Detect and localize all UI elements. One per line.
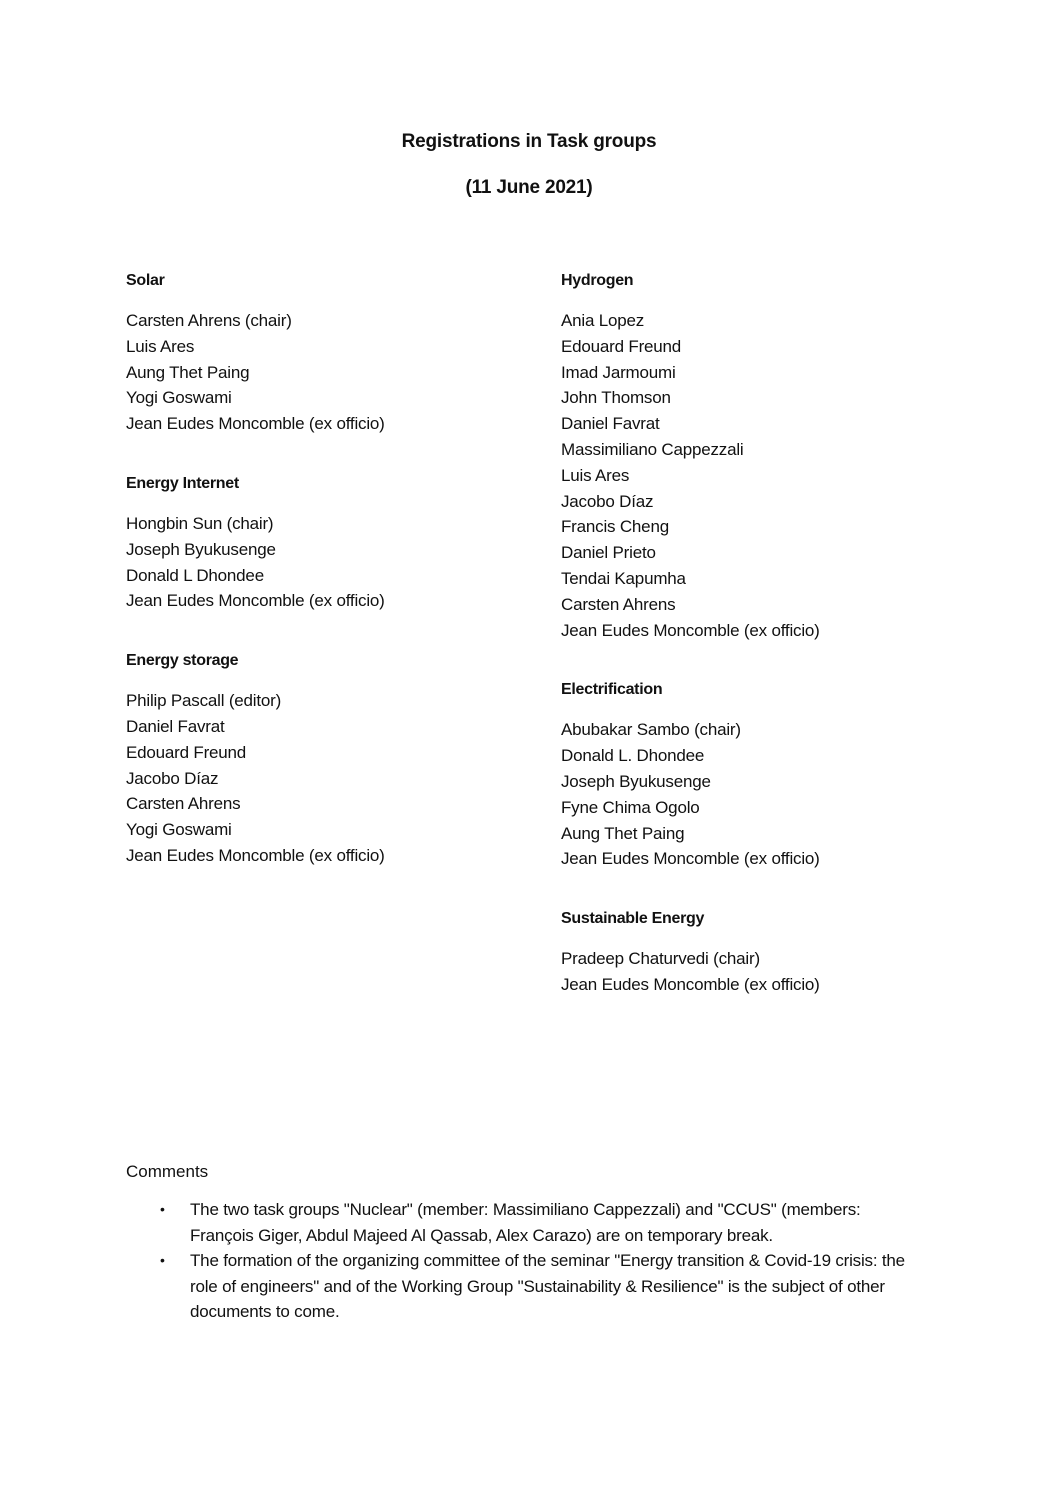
member-list <box>561 308 981 643</box>
comment-item <box>160 1248 926 1325</box>
member-name: Joseph Byukusenge <box>126 539 276 559</box>
member-name: Jean Eudes Moncomble (ex officio) <box>126 591 385 611</box>
member-list <box>126 308 546 437</box>
member-name: Imad Jarmoumi <box>561 362 676 382</box>
comment-text: The formation of the organizing committee of the seminar "Energy transition & Covid-19 crisis: the role of engineers" and of the Working Group "Sustainability & Resilience" is the subject of other documents to come. <box>190 1251 905 1321</box>
member-name: Aung Thet Paing <box>126 362 250 382</box>
member-list <box>561 946 981 998</box>
task-group <box>126 268 546 437</box>
member-name: Joseph Byukusenge <box>561 771 711 791</box>
member-name: Pradeep Chaturvedi (chair) <box>561 949 760 969</box>
member-name: Francis Cheng <box>561 517 669 537</box>
task-group-title: Hydrogen <box>561 272 634 289</box>
member-name: Tendai Kapumha <box>561 568 686 588</box>
member-name: Luis Ares <box>561 465 630 485</box>
document-date: (11 June 2021) <box>465 177 593 198</box>
member-name: Massimiliano Cappezzali <box>561 439 744 459</box>
member-name: Yogi Goswami <box>126 388 232 408</box>
member-name: Jean Eudes Moncomble (ex officio) <box>561 620 820 640</box>
member-name: Yogi Goswami <box>126 820 232 840</box>
member-name: Hongbin Sun (chair) <box>126 513 274 533</box>
member-name: Aung Thet Paing <box>561 823 685 843</box>
member-list <box>561 717 981 872</box>
member-name: John Thomson <box>561 388 671 408</box>
member-name: Luis Ares <box>126 336 195 356</box>
member-name: Ania Lopez <box>561 311 645 330</box>
task-group <box>561 906 981 998</box>
document-title: Registrations in Task groups <box>401 131 657 152</box>
comments-label: Comments <box>126 1162 209 1181</box>
comment-text: The two task groups "Nuclear" (member: Massimiliano Cappezzali) and "CCUS" (members: François Giger, Abdul Majeed Al Qassab, Alex Carazo) are on temporary break. <box>190 1200 861 1245</box>
task-group <box>561 268 981 643</box>
task-group-title: Energy Internet <box>126 474 239 492</box>
right-column <box>561 268 981 998</box>
member-name: Donald L Dhondee <box>126 565 264 585</box>
member-list <box>126 511 546 614</box>
task-group-title: Energy storage <box>126 652 239 670</box>
member-name: Philip Pascall (editor) <box>126 691 282 711</box>
member-name: Jacobo Díaz <box>561 491 654 511</box>
member-name: Jean Eudes Moncomble (ex officio) <box>126 845 385 865</box>
comments-section <box>126 1159 926 1325</box>
member-name: Carsten Ahrens <box>126 794 241 814</box>
member-name: Daniel Favrat <box>561 414 660 434</box>
member-name: Donald L. Dhondee <box>561 746 705 766</box>
member-name: Carsten Ahrens (chair) <box>126 311 292 330</box>
comments-list <box>126 1197 926 1325</box>
member-name: Edouard Freund <box>561 336 682 356</box>
member-name: Jean Eudes Moncomble (ex officio) <box>126 414 385 434</box>
member-name: Abubakar Sambo (chair) <box>561 720 741 740</box>
task-group <box>126 648 546 869</box>
bullet-icon: • <box>160 1201 165 1217</box>
member-name: Jean Eudes Moncomble (ex officio) <box>561 974 820 994</box>
member-name: Daniel Prieto <box>561 543 656 563</box>
bullet-icon: • <box>160 1252 165 1268</box>
left-column <box>126 268 546 869</box>
member-name: Carsten Ahrens <box>561 594 676 614</box>
member-list <box>126 688 546 869</box>
member-name: Daniel Favrat <box>126 716 225 736</box>
task-group-title: Sustainable Energy <box>561 910 705 928</box>
comment-item <box>160 1197 926 1248</box>
task-group <box>561 677 981 872</box>
member-name: Fyne Chima Ogolo <box>561 797 700 817</box>
member-name: Jean Eudes Moncomble (ex officio) <box>561 849 820 869</box>
task-group <box>126 471 546 614</box>
task-group-title: Solar <box>126 272 165 289</box>
task-group-title: Electrification <box>561 681 663 699</box>
member-name: Jacobo Díaz <box>126 768 219 788</box>
member-name: Edouard Freund <box>126 742 247 762</box>
